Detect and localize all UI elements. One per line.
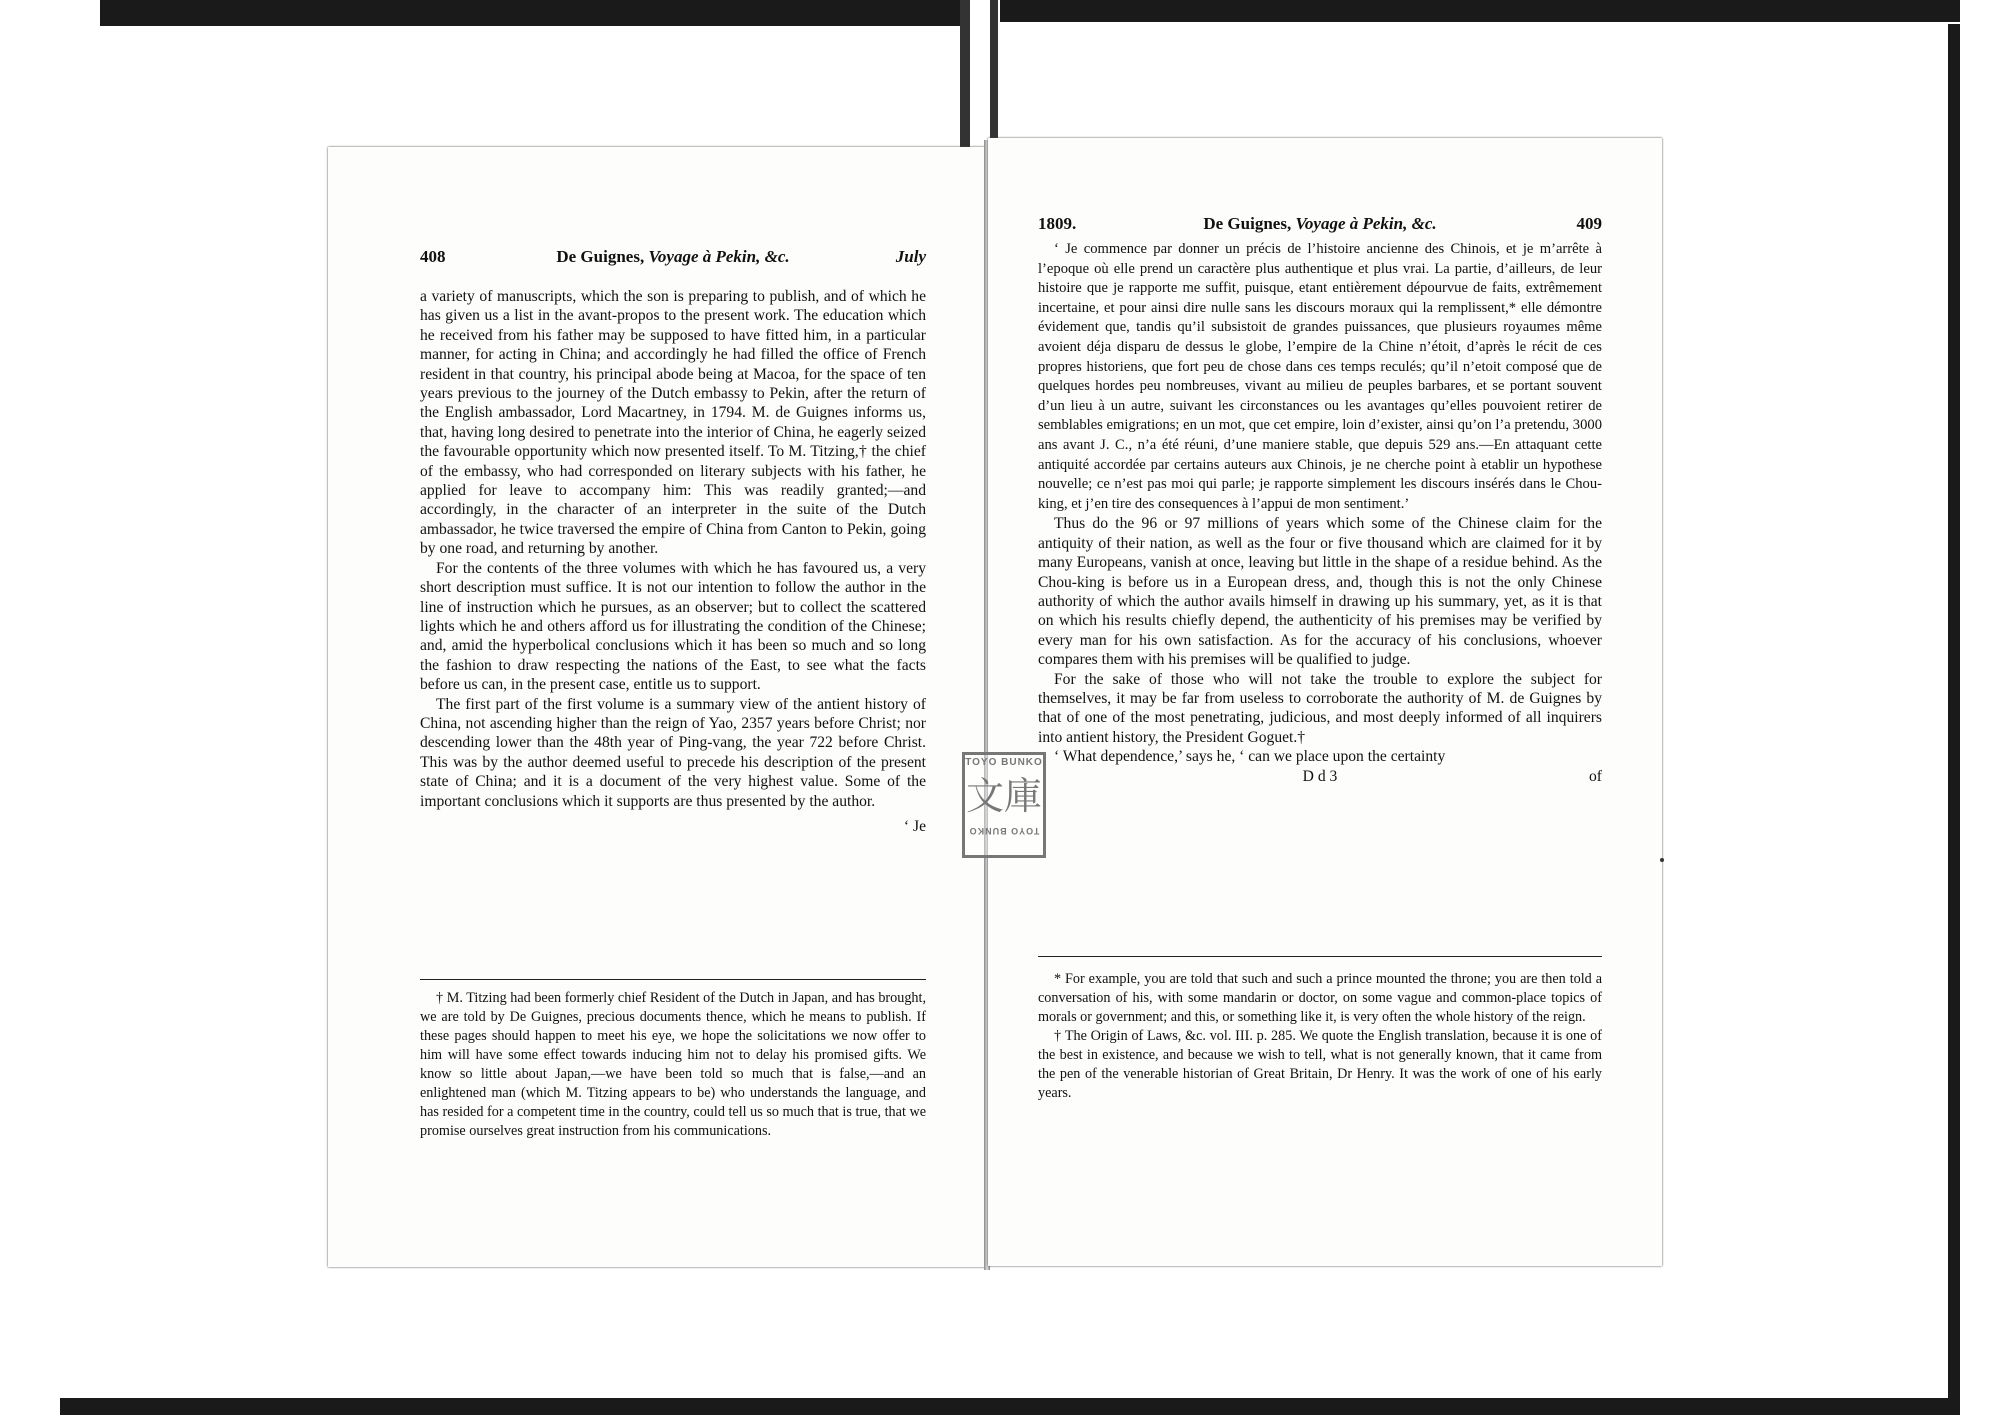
footnote: † The Origin of Laws, &c. vol. III. p. 285. We quote the English translation, because it is one of the best in existence, and because we wish to tell, what is not generally known, that it came from the pen of the venerable historian of Great Britain, Dr Henry. It was the work of one of his early years. — [1038, 1028, 1602, 1101]
scan-shadow-right-edge — [1948, 24, 1960, 1404]
paragraph: For the sake of those who will not take the trouble to explore the subject for themselves, it may be far from useless to corroborate the authority of M. de Guignes by that of one of the most penetrating, judicious, and most deeply informed of all inquirers into antient history, the President Goguet.† — [1038, 670, 1602, 746]
running-title-author: De Guignes, — [556, 247, 645, 266]
signature-mark: D d 3 — [1302, 767, 1338, 785]
left-body-text — [420, 287, 926, 836]
french-quotation: ‘ Je commence par donner un précis de l’histoire ancienne des Chinois, et je m’arrête à l’epoque où elle prend un caractère plus authentique et plus vrai. La partie, d’ailleurs, de leur histoire que je rapporte me suffit, puisque, etant entièrement dépourvue de faits, extrêmement incertaine, et pour ainsi dire nulle sans les discours moraux qui la remplissent,* elle démontre évidement que, tandis qu’il subsistoit de grandes puissances, que plusieurs royaumes même avoient déja disparu de dessus le globe, l’empire de la Chine n’étoit, d’après le récit de ces propres historiens, que fort peu de chose dans ces temps reculés; qu’il n’etoit composé que de quelques hordes peu nombreuses, vivant au milieu de peuples barbares, et se portant souvent d’un lieu à un autre, suivant les circonstances ou les avantages qu’elles pouvoient retirer de semblables emigrations; en un mot, que cet empire, loin d’exister, ainsi qu’on l’a pretendu, 3000 ans avant J. C., n’a été réuni, d’une maniere stable, que depuis 529 ans.—En attaquant cette antiquité accordée par certains auteurs aux Chinois, je ne cherche point à etablir un hypothese nouvelle; ce n’est pas moi qui parle; je rapporte simplement les discours insérés dans le Chou-king, et j’en tire des consequences à l’appui de mon sentiment.’ — [1038, 241, 1602, 512]
library-stamp — [962, 752, 1046, 858]
scan-shadow-bottom — [60, 1398, 1960, 1415]
paragraph: ‘ What dependence,’ says he, ‘ can we place upon the certainty — [1054, 748, 1446, 766]
running-head-date: 1809. — [1038, 214, 1077, 233]
scan-gutter-shadow — [960, 0, 970, 150]
left-footnotes — [420, 989, 926, 1141]
footnote: * For example, you are told that such and such a prince mounted the throne; you are then told a conversation of his, with some mandarin or doctor, on some vague and common-place topics of morals or government; and this, or something like it, is very often the whole history of the reign. — [1038, 971, 1602, 1025]
stamp-seal-icon: 文庫 — [965, 776, 1042, 818]
stamp-top-text: TOYO BUNKO — [965, 757, 1043, 768]
right-footnotes — [1038, 970, 1602, 1103]
left-page — [328, 147, 987, 1267]
paragraph: For the contents of the three volumes with which he has favoured us, a very short description must suffice. It is not our intention to follow the author in the line of instruction which he pursues, as an observer; but to collect the scattered lights which he and others afford us for illustrating the condition of the Chinese; and, amid the hyperbolical conclusions which it has been so much and so long the fashion to draw respecting the nations of the East, to see what the facts before us can, in the present case, entitle us to support. — [420, 559, 926, 694]
catchword: of — [1589, 767, 1602, 785]
catchword: ‘ Je — [903, 817, 926, 835]
scan-gutter-shadow — [990, 0, 998, 150]
running-title-work: Voyage à Pekin, &c. — [1295, 214, 1437, 233]
footnote: † M. Titzing had been formerly chief Resident of the Dutch in Japan, and has brought, we are told by De Guignes, precious documents thence, which he means to publish. If these pages should happen to meet his eye, we hope the solicitations we now offer to him will have some effect towards inducing him not to delay his promised gifts. We know so little about Japan,—we have been told so much that is false,—and an enlightened man (which M. Titzing appears to be) who understands the language, and has resided for a competent time in the country, could tell us so much that is true, that we promise ourselves great instruction from his communications. — [420, 990, 926, 1139]
footnote-rule — [420, 979, 926, 980]
signature-line — [1038, 767, 1602, 787]
running-title — [420, 247, 926, 267]
right-body-text — [1038, 240, 1602, 787]
running-title — [1038, 214, 1602, 234]
page-number: 408 — [420, 247, 446, 266]
footnote-rule — [1038, 956, 1602, 957]
scan-shadow-top-left — [100, 0, 960, 26]
right-page — [988, 138, 1662, 1266]
running-head-date: July — [895, 247, 926, 266]
paragraph: a variety of manuscripts, which the son is preparing to publish, and of which he has given us a list in the avant-propos to the present work. The education which he received from his father may be supposed to have fitted him, in a particular manner, for acting in China; and accordingly he had filled the office of French resident in that country, his principal abode being at Macoa, for the space of ten years previous to the journey of the Dutch embassy to Pekin, after the return of the English ambassador, Lord Macartney, in 1794. M. de Guignes informs us, that, having long desired to penetrate into the interior of China, he eagerly seized the favourable opportunity which now presented itself. To M. Titzing,† the chief of the embassy, who had corresponded on literary subjects with his father, he applied for leave to accompany him: This was readily granted;—and accordingly, in the character of an interpreter in the suite of the Dutch ambassador, he twice traversed the empire of China from Canton to Pekin, going by one road, and returning by another. — [420, 288, 926, 558]
page-number: 409 — [1576, 214, 1602, 233]
paragraph: The first part of the first volume is a summary view of the antient history of China, not ascending higher than the reign of Yao, 2357 years before Christ; nor descending lower than the 48th year of Ping-vang, the year 722 before Christ. This was by the author deemed useful to precede his description of the present state of China; and it is a document of the very highest value. Some of the important conclusions which it supports are thus presented by the author. — [420, 695, 926, 810]
running-title-author: De Guignes, — [1203, 214, 1292, 233]
running-title-work: Voyage à Pekin, &c. — [648, 247, 790, 266]
scan-shadow-top-right — [1000, 0, 1960, 22]
paragraph: Thus do the 96 or 97 millions of years which some of the Chinese claim for the antiquity of their nation, as well as the four or five thousand which are claimed for it by many Europeans, vanish at once, leaving but little in the shape of a residue behind. As the Chou-king is before us in a European dress, and, though this is not the only Chinese authority of which the author avails himself in drawing up his summary, yet, as it is that on which his results chiefly depend, the authenticity of his premises may be verified by every man for his own satisfaction. As for the accuracy of his conclusions, whoever compares them with his premises will be qualified to judge. — [1038, 515, 1602, 669]
stamp-bottom-text: TOYO BUNKO — [968, 826, 1040, 836]
scan-speck — [1660, 858, 1664, 862]
left-running-head — [420, 247, 926, 277]
